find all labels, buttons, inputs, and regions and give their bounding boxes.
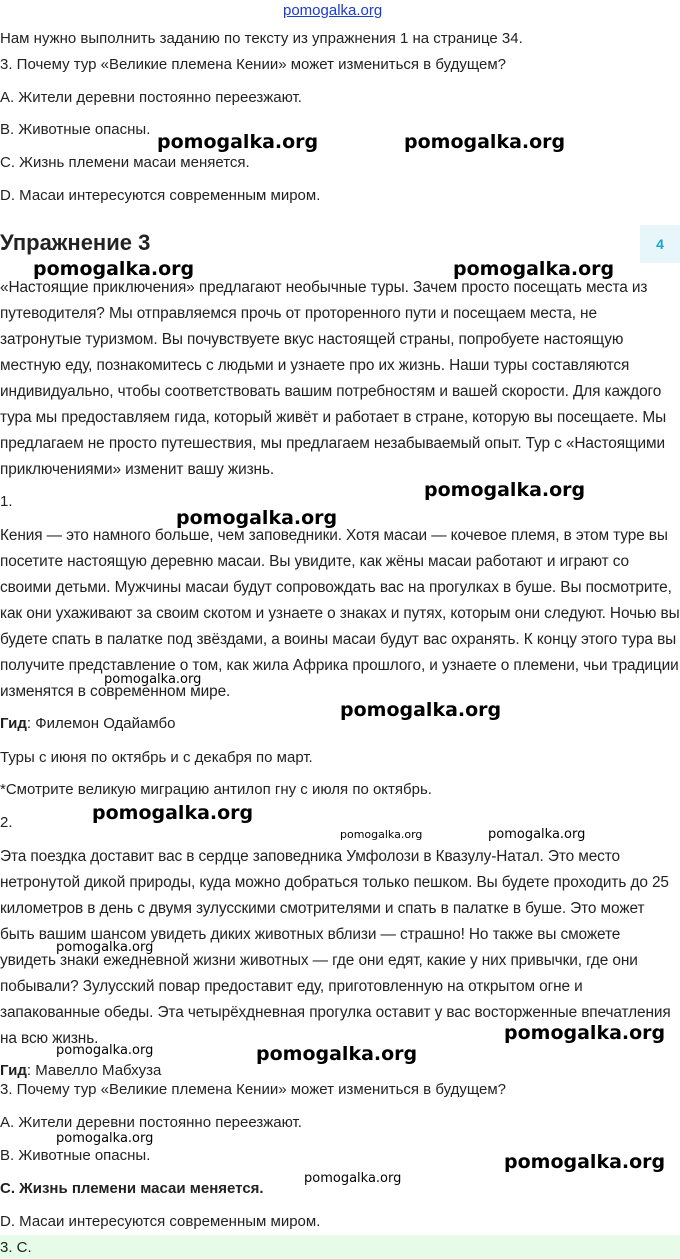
question-top-option-d: D. Масаи интересуются современным миром. bbox=[0, 187, 321, 204]
answer-bar bbox=[0, 1235, 680, 1259]
tour1-guide-label: Гид bbox=[0, 715, 27, 732]
watermark: pomogalka.org bbox=[453, 258, 615, 280]
watermark: pomogalka.org bbox=[104, 672, 202, 687]
tour1-guide bbox=[0, 714, 175, 734]
watermark: pomogalka.org bbox=[92, 802, 254, 824]
question-top-option-c: C. Жизнь племени масаи меняется. bbox=[0, 154, 250, 171]
page-badge[interactable] bbox=[640, 225, 680, 263]
tour2-number: 2. bbox=[0, 814, 13, 831]
watermark: pomogalka.org bbox=[157, 131, 319, 153]
watermark: pomogalka.org bbox=[56, 940, 154, 955]
question-top: 3. Почему тур «Великие племена Кении» может измениться в будущем? bbox=[0, 56, 507, 73]
intro-paragraph: «Настоящие приключения» предлагают необычные туры. Зачем просто посещать места из путеводителя? Мы отправляемся прочь от проторенного пути и посещаем места, не затронутые туризмом. Вы почувствуете вкус настоящей страны, попробуете настоящую местную еду, познакомитесь с людьми и узнаете про их жизнь. Наши туры составляются индивидуально, чтобы соответствовать вашим потребностям и вашей скорости. Для каждого тура мы предоставляем гида, который живёт и работает в стране, которую вы посещаете. Мы предлагаем не просто путешествия, мы предлагаем незабываемый опыт. Тур с «Настоящими приключениями» изменит вашу жизнь. bbox=[0, 279, 667, 478]
watermark: pomogalka.org bbox=[340, 828, 423, 841]
tour2-text: Эта поездка доставит вас в сердце заповедника Умфолози в Квазулу-Натал. Это место нетронутой дикой природы, куда можно добраться только пешком. Вы будете проходить до 25 километров в день с двумя зулусскими смотрителями и спать в палатке в буше. Это может быть вашим шансом увидеть диких животных вблизи — страшно! Но также вы сможете увидеть знаки ежедневной жизни животных — где они едят, какие у них привычки, где они побывали? Зулусский повар предоставит еду, приготовленную на открытом огне и запакованные обеды. Эта четырёхдневная прогулка оставит у вас восторженные впечатления на всю жизнь. bbox=[0, 848, 671, 1047]
watermark: pomogalka.org bbox=[33, 258, 195, 280]
tour1-text: Кения — это намного больше, чем заповедники. Хотя масаи — кочевое племя, в этом туре вы посетите настоящую деревню масаи. Вы увидите, как жёны масаи работают и играют со своими детьми. Мужчины масаи будут сопровождать вас на прогулках в буше. Вы посмотрите, как они ухаживают за своим скотом и узнаете о знаках и путях, которым они следуют. Ночью вы будете спать в палатке под звёздами, а воины масаи будут вас охранять. К концу этого тура вы получите представление о том, как жила Африка прошлого, и узнаете о племени, чьи традиции изменятся в современном мире. bbox=[0, 527, 680, 700]
watermark: pomogalka.org bbox=[504, 1151, 666, 1173]
intro-text: Нам нужно выполнить заданию по тексту из упражнения 1 на странице 34. bbox=[0, 30, 523, 47]
watermark: pomogalka.org bbox=[304, 1171, 402, 1186]
watermark: pomogalka.org bbox=[56, 1043, 154, 1058]
watermark: pomogalka.org bbox=[404, 131, 566, 153]
tour2-guide-label: Гид bbox=[0, 1062, 27, 1079]
tour2-guide-name: : Мавелло Мабхуза bbox=[26, 1062, 162, 1079]
site-link[interactable]: pomogalka.org bbox=[283, 2, 383, 19]
tour1-guide-name: : Филемон Одайамбо bbox=[26, 715, 176, 732]
watermark: pomogalka.org bbox=[56, 1131, 154, 1146]
exercise-title: Упражнение 3 bbox=[0, 230, 151, 255]
tour1-number: 1. bbox=[0, 493, 13, 510]
page-badge-number: 4 bbox=[656, 236, 664, 252]
question-bottom-option-b: B. Животные опасны. bbox=[0, 1147, 151, 1164]
tour2-guide bbox=[0, 1061, 161, 1081]
watermark: pomogalka.org bbox=[488, 827, 586, 842]
answer-text: 3. C. bbox=[0, 1239, 32, 1256]
watermark: pomogalka.org bbox=[256, 1043, 418, 1065]
watermark: pomogalka.org bbox=[424, 479, 586, 501]
question-bottom-option-c: C. Жизнь племени масаи меняется. bbox=[0, 1180, 264, 1197]
tour1-note: *Смотрите великую миграцию антилоп гну с июля по октябрь. bbox=[0, 781, 432, 798]
question-bottom-option-d: D. Масаи интересуются современным миром. bbox=[0, 1213, 321, 1230]
tour1-schedule: Туры с июня по октябрь и с декабря по март. bbox=[0, 749, 313, 766]
question-bottom: 3. Почему тур «Великие племена Кении» может измениться в будущем? bbox=[0, 1081, 507, 1098]
watermark: pomogalka.org bbox=[176, 507, 338, 529]
watermark: pomogalka.org bbox=[340, 699, 502, 721]
question-bottom-option-a: A. Жители деревни постоянно переезжают. bbox=[0, 1114, 302, 1131]
question-top-option-a: A. Жители деревни постоянно переезжают. bbox=[0, 89, 302, 106]
question-top-option-b: B. Животные опасны. bbox=[0, 121, 151, 138]
watermark: pomogalka.org bbox=[504, 1022, 666, 1044]
